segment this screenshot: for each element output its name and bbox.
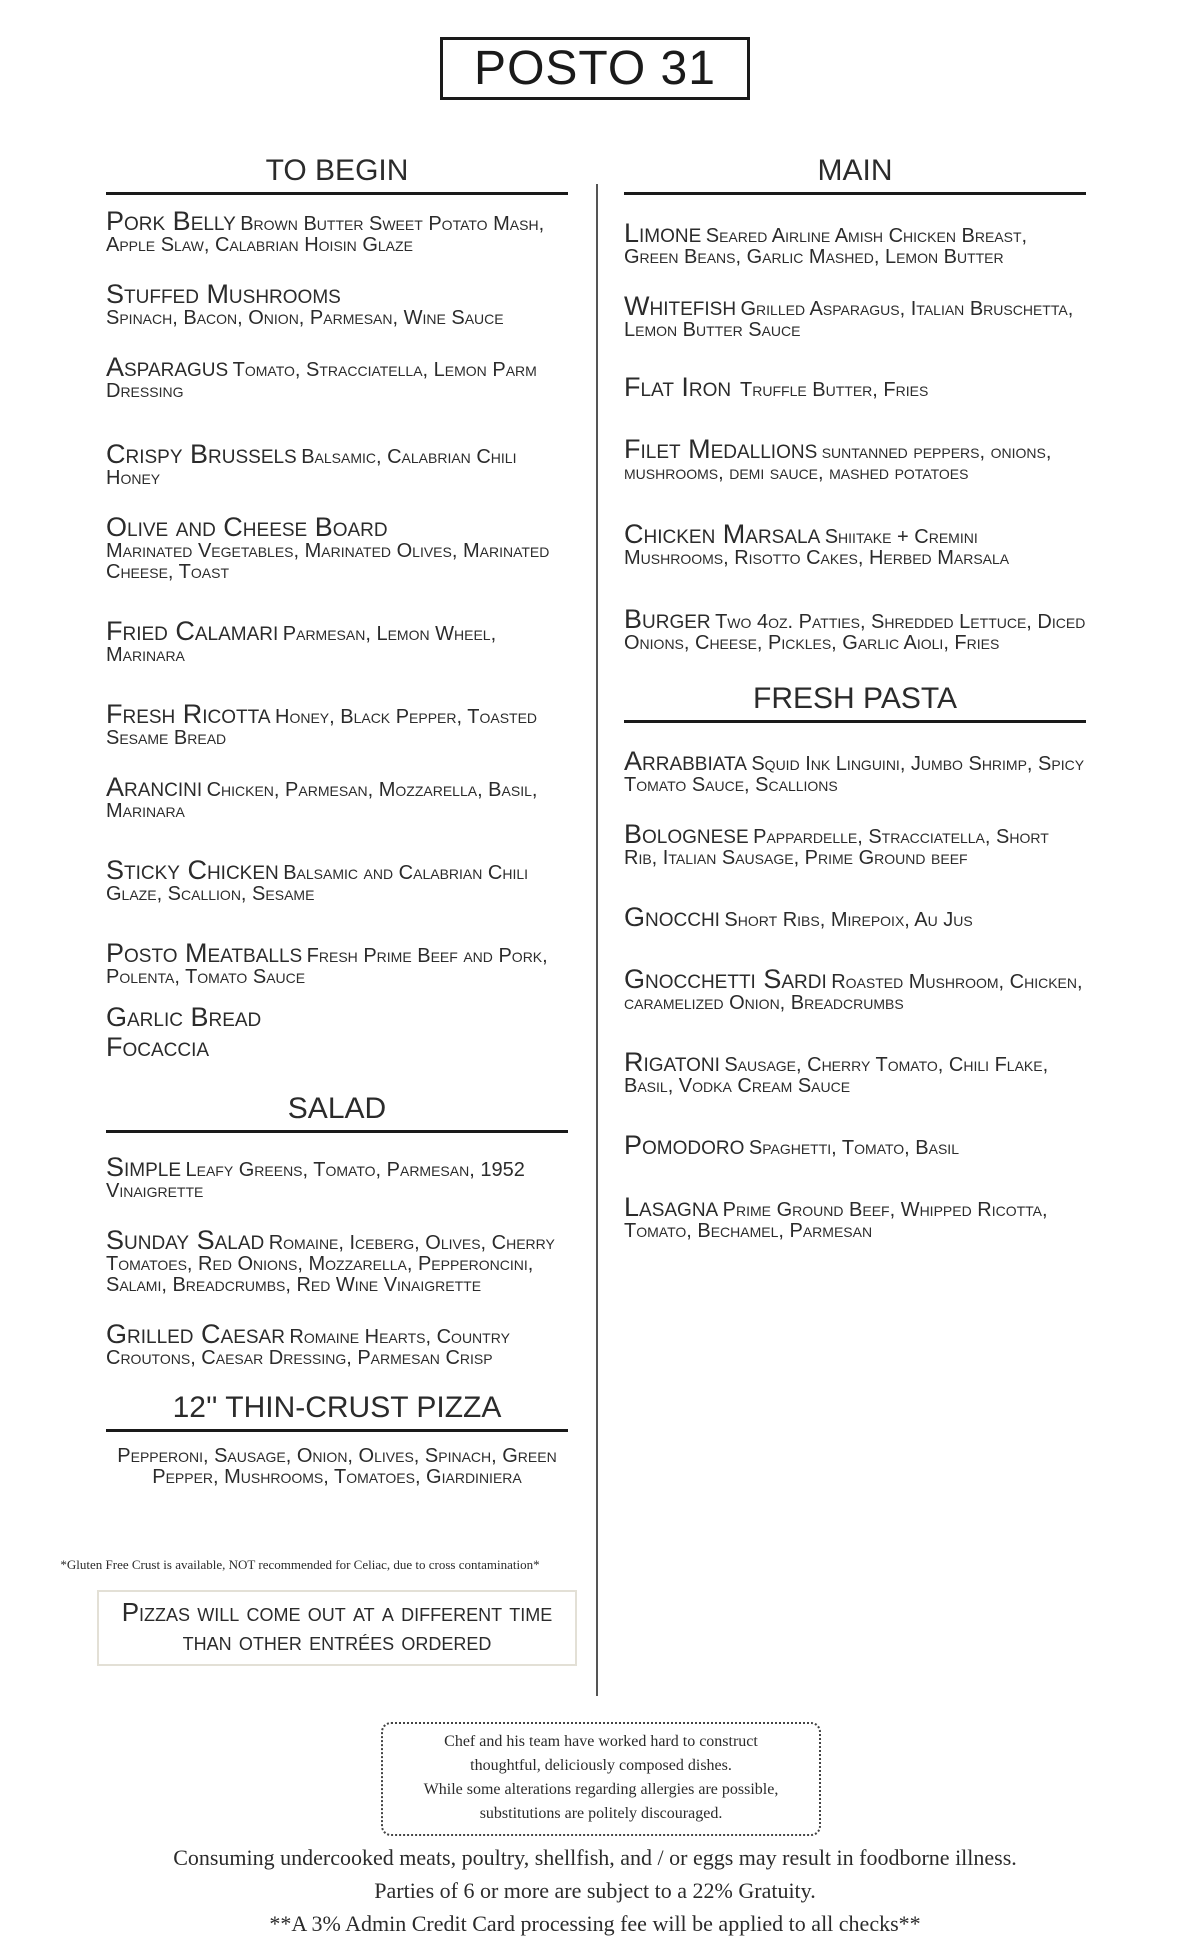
section-heading: FRESH PASTA: [624, 684, 1086, 723]
right-column: [624, 156, 1086, 1268]
menu-item: [106, 439, 568, 489]
item-description: Honey, Black Pepper, Toasted Sesame Bread: [106, 706, 538, 749]
menu-item: [624, 819, 1086, 869]
item-name: Posto Meatballs: [106, 938, 303, 968]
menu-item: [106, 1225, 568, 1296]
main-section: [624, 156, 1086, 654]
menu-item: [624, 519, 1086, 569]
item-description: Squid Ink Linguini, Jumbo Shrimp, Spicy Tomato Sauce, Scallions: [624, 753, 1085, 796]
item-description: suntanned peppers, onions, mushrooms, demi sauce, mashed potatoes: [624, 441, 1052, 484]
item-name: Fried Calamari: [106, 616, 279, 646]
left-column: [106, 156, 568, 1488]
chef-note-line: While some alterations regarding allergies are possible,: [423, 1781, 779, 1798]
menu-item-garlic-bread: Garlic Bread: [106, 1002, 262, 1032]
item-name: Pork Belly: [106, 206, 236, 236]
item-description: Roasted Mushroom, Chicken, caramelized Onion, Breadcrumbs: [624, 971, 1083, 1014]
chef-note-line: Chef and his team have worked hard to construct: [444, 1733, 758, 1750]
item-description: Shiitake + Cremini Mushrooms, Risotto Cakes, Herbed Marsala: [624, 526, 1010, 569]
chef-note: [381, 1722, 821, 1836]
item-description: Two 4oz. Patties, Shredded Lettuce, Diced Onions, Cheese, Pickles, Garlic Aioli, Fries: [624, 611, 1086, 654]
menu-item: [624, 902, 1086, 932]
item-description: Truffle Butter, Fries: [740, 379, 929, 401]
item-name: Arrabbiata: [624, 746, 747, 776]
item-name: Sticky Chicken: [106, 855, 279, 885]
menu-item: [106, 616, 568, 666]
item-name: Simple: [106, 1152, 182, 1182]
item-name: Burger: [624, 604, 711, 634]
chef-note-line: thoughtful, deliciously composed dishes.: [470, 1757, 732, 1774]
item-description: Brown Butter Sweet Potato Mash, Apple Slaw, Calabrian Hoisin Glaze: [106, 213, 545, 256]
salad-section: [106, 1094, 568, 1369]
menu-item: [624, 604, 1086, 654]
item-description: Balsamic, Calabrian Chili Honey: [106, 446, 517, 489]
item-name: Fresh Ricotta: [106, 699, 271, 729]
item-name: Rigatoni: [624, 1047, 720, 1077]
menu-item: [624, 964, 1086, 1014]
to-begin-section: [106, 156, 568, 1062]
menu-item: [624, 1047, 1086, 1097]
column-divider: [596, 184, 598, 1696]
item-name: Bolognese: [624, 819, 749, 849]
menu-item: [106, 206, 568, 256]
menu-item: [624, 372, 1086, 402]
section-heading: TO BEGIN: [106, 156, 568, 195]
menu-item: [624, 746, 1086, 796]
to-begin-list: [106, 206, 568, 1062]
item-name: Arancini: [106, 772, 203, 802]
pizza-section: [106, 1393, 568, 1488]
pizza-timing-note: Pizzas will come out at a different time than other entrées ordered: [97, 1590, 577, 1666]
section-heading: 12'' THIN-CRUST PIZZA: [106, 1393, 568, 1432]
food-safety-notice: Consuming undercooked meats, poultry, shellfish, and / or eggs may result in foodborne illness.: [173, 1845, 1017, 1870]
gratuity-notice: Parties of 6 or more are subject to a 22% Gratuity.: [374, 1878, 816, 1903]
restaurant-title: POSTO 31: [474, 42, 716, 95]
restaurant-logo: [440, 37, 750, 100]
item-description: Grilled Asparagus, Italian Bruschetta, Lemon Butter Sauce: [624, 298, 1074, 341]
item-name: Olive and Cheese Board: [106, 512, 388, 542]
item-description: Spaghetti, Tomato, Basil: [748, 1137, 959, 1159]
fresh-pasta-section: [624, 684, 1086, 1242]
item-description: Seared Airline Amish Chicken Breast, Green Beans, Garlic Mashed, Lemon Butter: [624, 225, 1028, 268]
credit-card-fee-notice: **A 3% Admin Credit Card processing fee will be applied to all checks**: [269, 1911, 921, 1936]
menu-item: [106, 512, 568, 583]
menu-item-focaccia: Focaccia: [106, 1032, 210, 1062]
item-name: Limone: [624, 218, 702, 248]
item-description: Fresh Prime Beef and Pork, Polenta, Tomato Sauce: [106, 945, 548, 988]
item-description: Spinach, Bacon, Onion, Parmesan, Wine Sauce: [106, 307, 504, 329]
item-name: Grilled Caesar: [106, 1319, 285, 1349]
item-name: Crispy Brussels: [106, 439, 297, 469]
section-heading: SALAD: [106, 1094, 568, 1133]
item-description: Tomato, Stracciatella, Lemon Parm Dressing: [106, 359, 537, 402]
item-name: Gnocchi: [624, 902, 720, 932]
menu-item: [106, 938, 568, 988]
item-name: Filet Medallions: [624, 434, 818, 464]
menu-item: [106, 772, 568, 822]
menu-item: [624, 1192, 1086, 1242]
section-heading: MAIN: [624, 156, 1086, 195]
item-description: Parmesan, Lemon Wheel, Marinara: [106, 623, 497, 666]
item-name: Sunday Salad: [106, 1225, 265, 1255]
item-description: Marinated Vegetables, Marinated Olives, Marinated Cheese, Toast: [106, 540, 550, 583]
menu-item: [106, 1319, 568, 1369]
item-description: Short Ribs, Mirepoix, Au Jus: [724, 909, 973, 931]
item-name: Lasagna: [624, 1192, 719, 1222]
item-name: Gnocchetti Sardi: [624, 964, 827, 994]
item-description: Sausage, Cherry Tomato, Chili Flake, Basil, Vodka Cream Sauce: [624, 1054, 1049, 1097]
menu-item: [624, 434, 1086, 484]
menu-item: [624, 291, 1086, 341]
item-description: Leafy Greens, Tomato, Parmesan, 1952 Vinaigrette: [106, 1159, 525, 1202]
item-description: Balsamic and Calabrian Chili Glaze, Scallion, Sesame: [106, 862, 529, 905]
menu-item: [106, 279, 568, 329]
item-name: Asparagus: [106, 352, 229, 382]
item-description: Romaine, Iceberg, Olives, Cherry Tomatoes, Red Onions, Mozzarella, Pepperoncini, Salami, Breadcrumbs, Red Wine Vinaigrette: [106, 1232, 555, 1296]
item-description: Romaine Hearts, Country Croutons, Caesar Dressing, Parmesan Crisp: [106, 1326, 510, 1369]
item-description: Chicken, Parmesan, Mozzarella, Basil, Marinara: [106, 779, 538, 822]
item-name: Pomodoro: [624, 1130, 745, 1160]
chef-note-line: substitutions are politely discouraged.: [479, 1805, 723, 1822]
menu-item: [624, 218, 1086, 268]
gluten-free-note: *Gluten Free Crust is available, NOT recommended for Celiac, due to cross contamination*: [60, 1557, 540, 1572]
item-name: Chicken Marsala: [624, 519, 821, 549]
menu-item: [106, 855, 568, 905]
menu-item: [106, 1152, 568, 1202]
item-description: Pappardelle, Stracciatella, Short Rib, Italian Sausage, Prime Ground beef: [624, 826, 1049, 869]
item-name: Flat Iron: [624, 372, 732, 402]
item-description: Prime Ground Beef, Whipped Ricotta, Tomato, Bechamel, Parmesan: [624, 1199, 1048, 1242]
item-name: Stuffed Mushrooms: [106, 279, 341, 309]
menu-item: [624, 1130, 1086, 1160]
item-name: Whitefish: [624, 291, 737, 321]
pizza-toppings: Pepperoni, Sausage, Onion, Olives, Spinach, Green Pepper, Mushrooms, Tomatoes, Giardiniera: [117, 1445, 557, 1488]
menu-item: [106, 699, 568, 749]
menu-item: [106, 352, 568, 402]
